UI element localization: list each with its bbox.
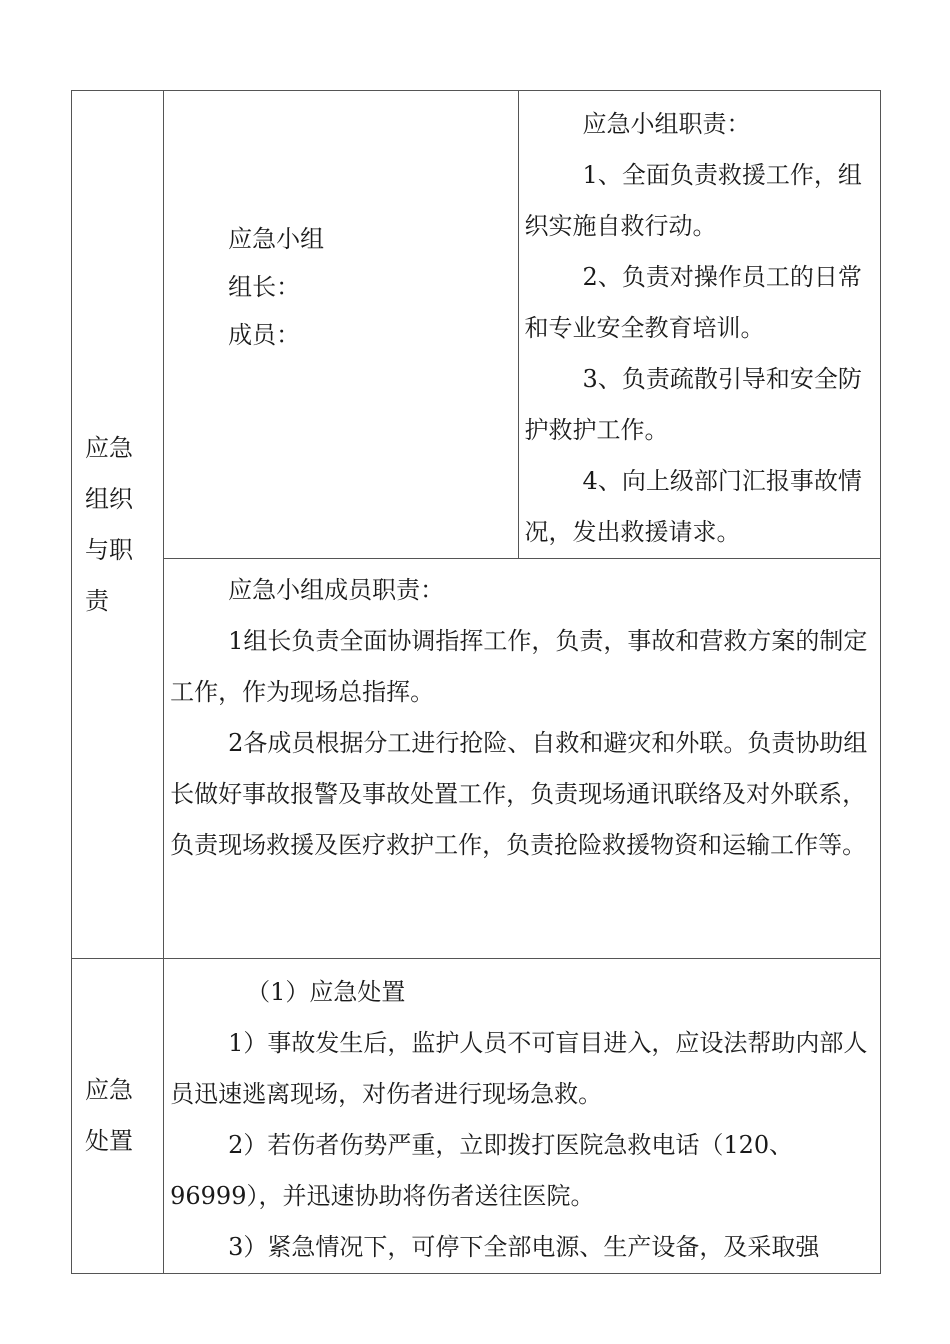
team-leader: 组长： [228, 272, 301, 301]
team-members: 成员： [228, 320, 301, 349]
disposal-row [72, 959, 881, 1274]
team-duties-heading: 应急小组职责： [582, 110, 751, 138]
member-duties-cell [164, 559, 881, 959]
team-title: 应急小组 [228, 224, 325, 253]
team-duty-item: 2、负责对操作员工的日常和专业安全教育培训。 [524, 263, 862, 342]
member-duties-heading: 应急小组成员职责： [228, 576, 445, 604]
team-duty-item: 4、向上级部门汇报事故情况，发出救援请求。 [524, 467, 862, 546]
disposal-item: 2）若伤者伤势严重，立即拨打医院急救电话（120、96999），并迅速协助将伤者送往医院。 [170, 1131, 794, 1210]
team-duty-item: 1、全面负责救援工作，组织实施自救行动。 [524, 161, 862, 240]
section-label-disposal [72, 959, 164, 1274]
team-duties-cell [518, 91, 880, 559]
disposal-content-cell [164, 959, 881, 1274]
disposal-item: 1）事故发生后，监护人员不可盲目进入，应设法帮助内部人员迅速逃离现场，对伤者进行现场急救。 [170, 1029, 868, 1108]
label-line: 与职 [85, 535, 133, 564]
team-row [72, 91, 881, 559]
member-duty-item: 1组长负责全面协调指挥工作，负责，事故和营救方案的制定工作，作为现场总指挥。 [170, 627, 868, 706]
team-info-cell [164, 91, 518, 559]
label-line: 应急 [85, 1076, 133, 1104]
label-line: 组织 [85, 484, 133, 513]
disposal-item: 3）紧急情况下，可停下全部电源、生产设备，及采取强 [228, 1233, 820, 1261]
member-duties-row [72, 559, 881, 959]
disposal-heading: （1）应急处置 [246, 978, 406, 1006]
member-duty-item: 2各成员根据分工进行抢险、自救和避灾和外联。负责协助组长做好事故报警及事故处置工作，负责现场通讯联络及对外联系，负责现场救援及医疗救护工作，负责抢险救援物资和运输工作等。 [170, 729, 868, 859]
section-label-organization [72, 91, 164, 959]
label-line: 应急 [85, 433, 133, 462]
emergency-plan-table [71, 90, 881, 1274]
label-line: 责 [85, 586, 109, 615]
team-duty-item: 3、负责疏散引导和安全防护救护工作。 [524, 365, 862, 444]
label-line: 处置 [85, 1127, 133, 1155]
